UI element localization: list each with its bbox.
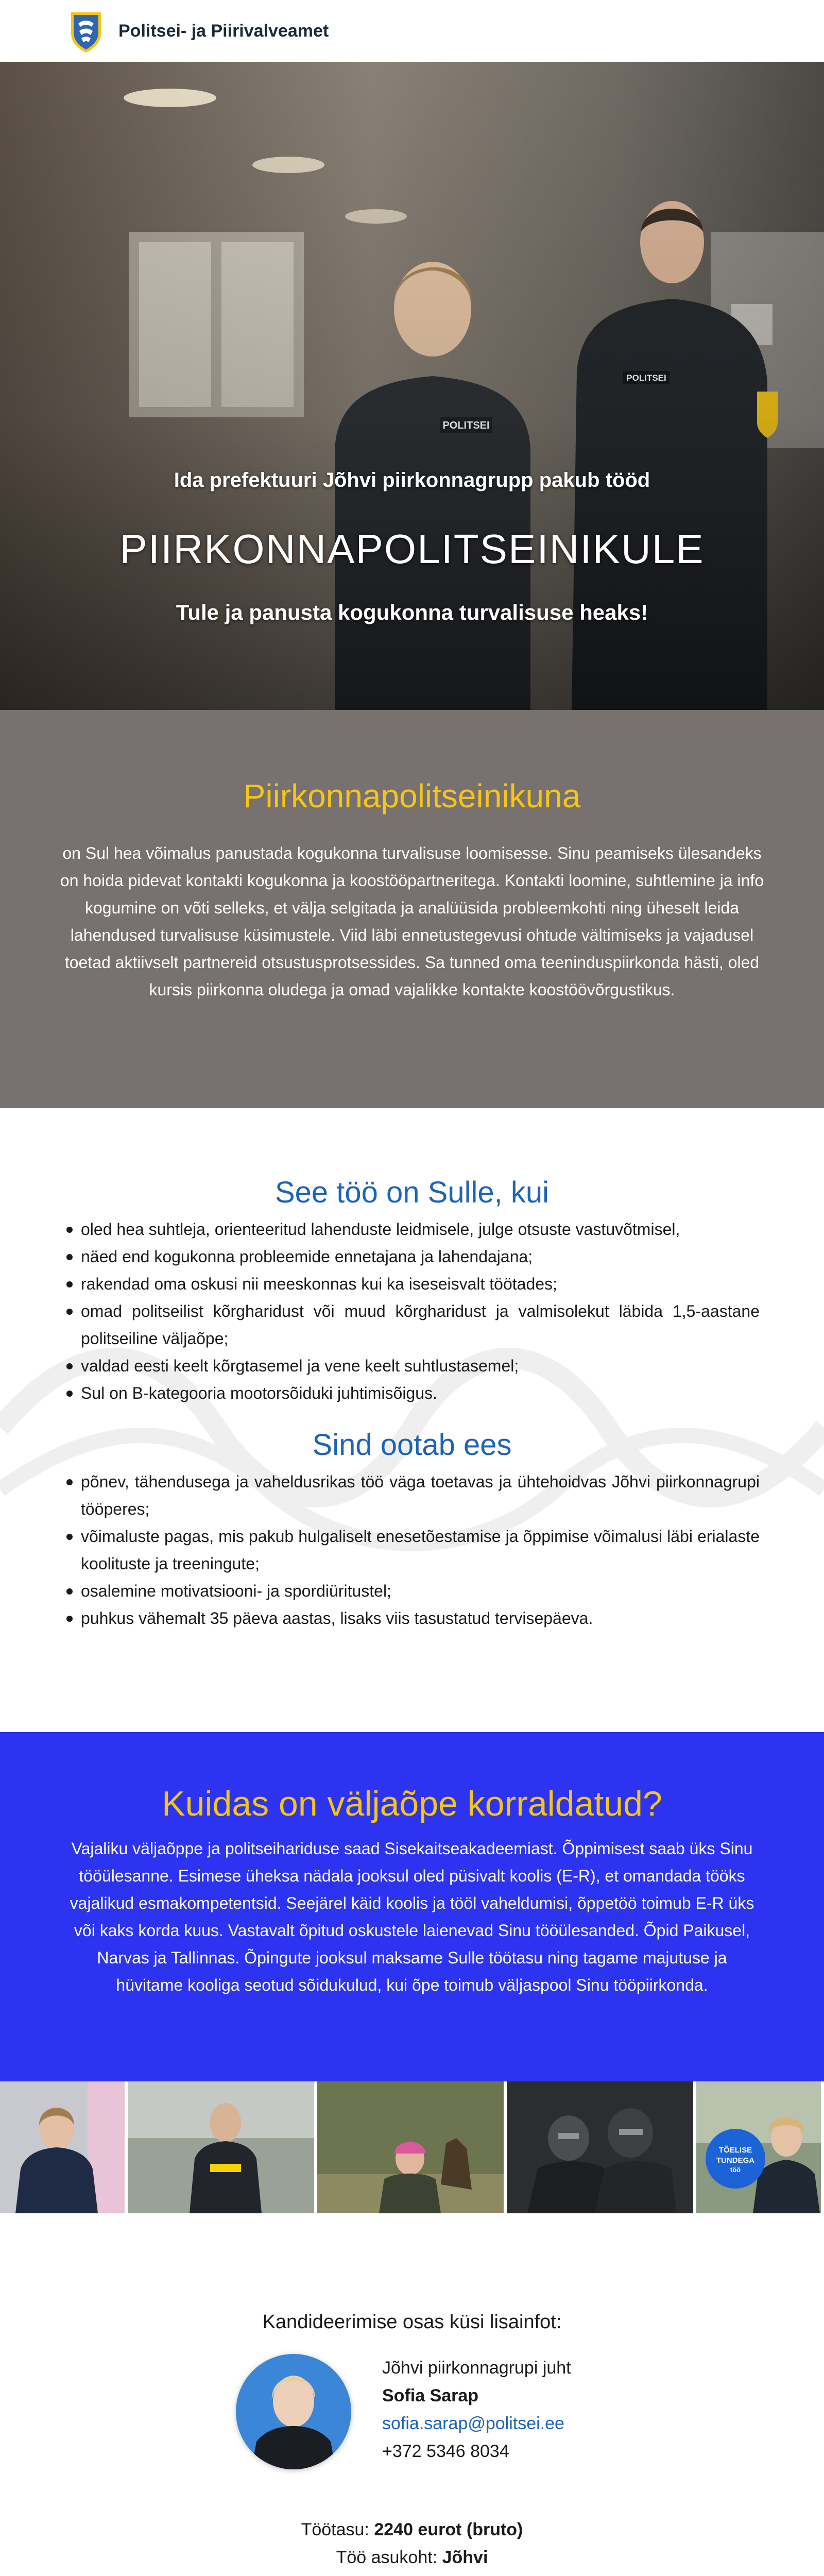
photo-strip	[0, 2081, 824, 2213]
requirements-section	[0, 1108, 824, 1732]
logo-text[interactable]: Politsei- ja Piirivalveamet	[118, 21, 329, 41]
photo-dog-handler	[317, 2081, 504, 2213]
requirements-list	[64, 1216, 760, 1407]
salary-label: Töötasu:	[301, 2520, 374, 2539]
training-heading: Kuidas on väljaõpe korraldatud?	[162, 1784, 662, 1823]
intro-text: on Sul hea võimalus panustada kogukonna turvalisuse loomisesse. Sinu peamiseks ülesandeks on hoida pidevat kontakti kogukonna ja koostööpartneritega. Kontakti loomine, suhtlemine ja info kogumine on võti selleks, et välja selgitada ja analüüsida probleemkohti ning üheselt leida lahendused turvalisuse küsimustele. Viid läbi ennetustegevusi ohtude vältimiseks ja vajadusel toetad aktiivselt partnereid otsustusprotsessides. Sa tunned oma teeninduspiirkonda hästi, oled kursis piirkonna oludega ja omad vajalikke kontakte koostöövõrgustikus.	[60, 844, 764, 999]
deadline-line	[0, 2571, 824, 2576]
contact-name: Sofia Sarap	[382, 2386, 479, 2405]
location-label: Töö asukoht:	[336, 2548, 442, 2567]
list-item: valdad eesti keelt kõrgtasemel ja vene keelt suhtlustasemel;	[64, 1352, 760, 1380]
list-item: võimaluste pagas, mis pakub hulgaliselt enesetõestamise ja õppimise võimalusi läbi erialaste koolituste ja treeningute;	[64, 1523, 760, 1578]
police-crest-icon[interactable]	[67, 8, 105, 54]
salary-value: 2240 eurot (bruto)	[374, 2520, 523, 2539]
badge-line1: TÕELISE	[718, 2146, 752, 2155]
contact-role: Jõhvi piirkonnagrupi juht	[382, 2358, 571, 2378]
list-item: osalemine motivatsiooni- ja spordiüritustel;	[64, 1578, 760, 1605]
list-item: puhkus vähemalt 35 päeva aastas, lisaks viis tasustatud tervisepäeva.	[64, 1605, 760, 1632]
location-line	[0, 2544, 824, 2571]
contact-card	[0, 2354, 824, 2469]
photo-officer-portrait	[0, 2081, 125, 2213]
requirements-heading: See töö on Sulle, kui	[274, 1176, 550, 1209]
hero-tagline: Tule ja panusta kogukonna turvalisuse heaks!	[176, 600, 648, 624]
list-item: põnev, tähendusega ja vaheldusrikas töö väga toetavas ja ühtehoidvas Jõhvi piirkonnagrupi tööperes;	[64, 1468, 760, 1523]
list-item: Sul on B-kategooria mootorsõiduki juhtimisõigus.	[64, 1380, 760, 1407]
offer-heading: Sind ootab ees	[312, 1428, 512, 1462]
hero-subtitle: Ida prefektuuri Jõhvi piirkonnagrupp pakub tööd	[174, 469, 650, 492]
avatar	[236, 2354, 351, 2469]
badge-line2: TUNDEGA	[716, 2156, 755, 2165]
photo-special-unit	[507, 2081, 693, 2213]
job-facts	[0, 2516, 824, 2576]
intro-section	[0, 710, 824, 1108]
offer-list	[64, 1468, 760, 1632]
photo-officer-badge	[696, 2081, 821, 2213]
contact-phone[interactable]: +372 5346 8034	[382, 2442, 509, 2461]
hero-title: PIIRKONNAPOLITSEINIKULE	[119, 526, 705, 572]
contact-prompt: Kandideerimise osas küsi lisainfot:	[262, 2311, 562, 2333]
list-item: omad politseilist kõrgharidust või muud kõrgharidust ja valmisolekut läbida 1,5-aastane politseiline väljaõpe;	[64, 1298, 760, 1352]
hero-banner	[0, 62, 824, 710]
contact-email-link[interactable]: sofia.sarap@politsei.ee	[382, 2414, 564, 2433]
badge-line3: töö	[730, 2166, 741, 2174]
list-item: rakendad oma oskusi nii meeskonnas kui ka iseseisvalt töötades;	[64, 1270, 760, 1298]
photo-officer-outdoor	[128, 2081, 314, 2213]
training-text: Vajaliku väljaõppe ja politseihariduse saad Sisekaitseakadeemiast. Õppimisest saab üks Sinu tööülesanne. Esimese üheksa nädala jooksul oled püsivalt koolis (E-R), et omandada tööks vajalikud esmakompetentsid. Seejärel käid koolis ja tööl vaheldumisi, õppetöö toimub E-R üks või kaks korda kuus. Vastavalt õpitud oskustele laienevad Sinu tööülesanded. Õpid Paikusel, Narvas ja Tallinnas. Õpingute jooksul maksame Sulle töötasu ning tagame majutuse ja hüvitame kooliga seotud sõidukulud, kui õpe toimub väljaspool Sinu tööpiirkonda.	[70, 1839, 754, 1994]
training-section	[0, 1732, 824, 2081]
contact-details	[382, 2354, 588, 2465]
list-item: oled hea suhtleja, orienteeritud lahenduste leidmisele, julge otsuste vastuvõtmisel,	[64, 1216, 760, 1243]
intro-heading: Piirkonnapolitseinikuna	[243, 777, 581, 815]
site-header	[0, 0, 824, 62]
location-value: Jõhvi	[442, 2548, 488, 2567]
list-item: näed end kogukonna probleemide ennetajana ja lahendajana;	[64, 1243, 760, 1270]
salary-line	[0, 2516, 824, 2544]
contact-section	[0, 2213, 824, 2576]
